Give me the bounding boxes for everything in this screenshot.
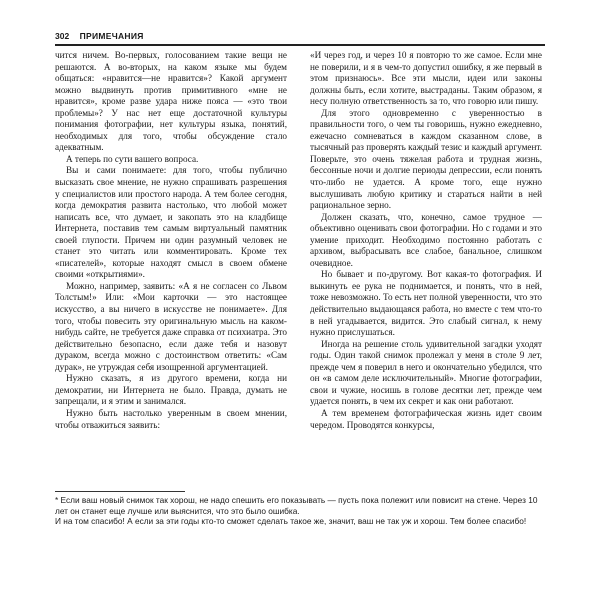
page-number: 302 [55, 31, 70, 41]
paragraph: Но бывает и по-другому. Вот какая-то фотография. И выкинуть ее рука не поднимается, и понять, что в ней, тоже невозможно. То есть нет полной уверенности, что это действительно выдающаяся работа, но вместе с тем что-то в ней угадывается, видится. Это слабый сигнал, к нему нужно прислушаться. [310, 269, 542, 338]
footnote [55, 495, 545, 527]
right-column [310, 50, 542, 431]
paragraph: Для этого одновременно с уверенностью в правильности того, о чем ты говоришь, нужно ежедневно, ежечасно сомневаться в каждом сказанном слове, в тысячный раз проверять каждый тезис и каждый аргумент. Поверьте, это очень тяжелая работа и трудная жизнь, бессонные ночи и долгие периоды депрессии, если понять что-либо не удается. А кроме того, еще нужно выслушивать любую критику и стараться найти в ней рациональное зерно. [310, 107, 542, 211]
paragraph: Нужно быть настолько уверенным в своем мнении, чтобы отважиться заявить: [55, 407, 287, 430]
section-title: ПРИМЕЧАНИЯ [79, 31, 144, 41]
paragraph: «И через год, и через 10 я повторю то же самое. Если мне не поверили, и я в чем-то допустил ошибку, я же первый в этом признаюсь». Все эти мысли, идеи или законы должны быть, если хотите, выстраданы. Таким образом, я несу полную ответственность за то, что говорю или пишу. [310, 50, 542, 107]
paragraph: А теперь по сути вашего вопроса. [66, 153, 199, 164]
left-column [55, 50, 287, 431]
paragraph: чится ничем. Во-первых, голосованием такие вещи не решаются. А во-вторых, на каком языке мы будем общаться: «нравится—не нравится»? Какой аргумент можно выдвинуть против примитивного «мне не нравится», кроме разве удара ниже пояса — «это твои проблемы»? У нас нет еще достаточной культуры понимания фотографии, нет культуры языка, понятий, необходимых для того, чтобы обсуждение стало адекватным. [55, 50, 287, 153]
paragraph: Вы и сами понимаете: для того, чтобы публично высказать свое мнение, не нужно спрашивать разрешения у специалистов или простого народа. А тем более сегодня, когда демократия развита настолько, что любой может написать все, что думает, и закопать это на кладбище Интернета, поставив тем самым виртуальный памятник своей глупости. Причем ни один разумный человек не станет это читать или комментировать. Кроме тех «писателей», которые находят смысл в своем обмене своими «открытиями». [55, 165, 287, 280]
paragraph: Можно, например, заявить: «А я не согласен со Львом Толстым!» Или: «Мои карточки — это настоящее искусство, а вы ничего в искусстве не понимаете». Для того, чтобы повесить эту оригинальную мысль на каком-нибудь сайте, не требуется даже справка от психиатра. Это действительно безопасно, если даже тебя и назовут дураком, всегда можно с достоинством ответить: «Сам дурак», не утруждая себя изощренной аргументацией. [55, 280, 287, 372]
paragraph: Должен сказать, что, конечно, самое трудное — объективно оценивать свои фотографии. Но с годами и это умение приходит. Необходимо постоянно работать с архивом, выбрасывать все слабое, банальное, слишком очевидное. [310, 211, 542, 268]
footnote-line: И на том спасибо! А если за эти годы кто-то сможет сделать такое же, значит, ваш не так уж и хорош. Тем более спасибо! [55, 516, 527, 527]
footnote-line: * Если ваш новый снимок так хорош, не надо спешить его показывать — пусть пока полежит или повисит на стене. Через 10 лет он станет еще лучше или выяснится, что это было ошибка. [55, 495, 538, 516]
running-header [55, 30, 545, 46]
paragraph: А тем временем фотографическая жизнь идет своим чередом. Проводятся конкурсы, [310, 407, 542, 430]
paragraph: Иногда на решение столь удивительной загадки уходят годы. Один такой снимок пролежал у меня в столе 9 лет, прежде чем я поверил в него и окончательно убедился, что он «в самом деле исключительный». Многие фотографии, свои и чужие, носишь в голове десятки лет, прежде чем удается понять, в чем их секрет и как они работают. [310, 338, 542, 407]
paragraph: Нужно сказать, я из другого времени, когда ни демократии, ни Интернета не было. Правда, думать не запрещали, и я этим и занимался. [55, 373, 287, 407]
footnote-divider [55, 491, 185, 492]
